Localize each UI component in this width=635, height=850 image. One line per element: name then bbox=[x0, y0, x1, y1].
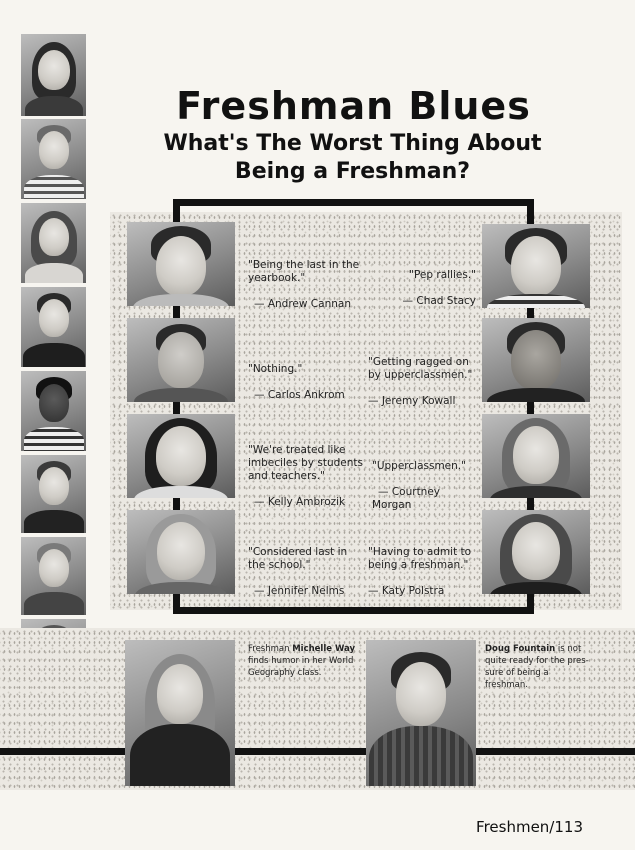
quote-photo bbox=[482, 510, 590, 594]
quote-photo bbox=[482, 318, 590, 402]
caption-name: Doug Fountain bbox=[485, 644, 556, 654]
quote-author: — Chad Stacy bbox=[402, 295, 476, 307]
quote-author: — Courtney Morgan bbox=[372, 486, 441, 511]
caption-doug bbox=[485, 643, 593, 691]
quote-photo bbox=[127, 318, 235, 402]
portrait-photo bbox=[21, 203, 86, 283]
quote-photo bbox=[127, 414, 235, 498]
caption-text: finds humor in her World Geography class. bbox=[248, 656, 354, 678]
portrait-photo bbox=[21, 371, 86, 451]
caption-text: is not quite ready for the pres-sure of being a freshman. bbox=[485, 644, 589, 690]
caption-michelle bbox=[248, 643, 360, 679]
quote-text: "Having to admit to being a freshman." bbox=[368, 546, 472, 571]
page-subtitle-line2: Being a Freshman? bbox=[234, 159, 471, 184]
frame-line bbox=[175, 199, 533, 206]
quote-text: "Being the last in the yearbook." bbox=[248, 259, 360, 284]
quote-chad bbox=[372, 256, 476, 308]
portrait-photo bbox=[21, 455, 86, 533]
bottom-rule bbox=[0, 748, 635, 755]
quote-author: — Jeremy Kowall bbox=[368, 395, 456, 407]
quote-jennifer bbox=[248, 533, 366, 598]
candid-photo-michelle bbox=[125, 640, 235, 786]
quote-author: — Jennifer Nelms bbox=[254, 585, 345, 597]
quote-jeremy bbox=[368, 343, 478, 408]
quote-text: "Upperclassmen." bbox=[372, 460, 466, 472]
quote-author: — Kelly Ambrozik bbox=[254, 496, 346, 508]
quote-text: "Getting ragged on by upperclassmen." bbox=[368, 356, 473, 381]
quote-kelly bbox=[248, 431, 366, 509]
portrait-photo bbox=[21, 537, 86, 615]
quote-photo bbox=[127, 510, 235, 594]
quote-courtney bbox=[372, 447, 478, 512]
page-subtitle-line1: What's The Worst Thing About bbox=[163, 131, 542, 156]
caption-name: Michelle Way bbox=[292, 644, 356, 654]
frame-line bbox=[175, 607, 533, 614]
quote-andrew bbox=[248, 246, 364, 311]
quote-text: "Pep rallies." bbox=[409, 269, 476, 281]
candid-photo-doug bbox=[366, 640, 476, 786]
page-folio: Freshmen/113 bbox=[476, 818, 583, 836]
quote-author: — Carlos Ankrom bbox=[254, 389, 345, 401]
quote-author: — Katy Polstra bbox=[368, 585, 445, 597]
quote-photo bbox=[127, 222, 235, 306]
page-title: Freshman Blues bbox=[176, 84, 531, 128]
caption-prefix: Freshman bbox=[248, 644, 293, 654]
quote-text: "Considered last in the school." bbox=[248, 546, 348, 571]
quote-katy bbox=[368, 533, 478, 598]
quote-carlos bbox=[248, 350, 364, 402]
quote-text: "We're treated like imbeciles by students and teachers." bbox=[248, 444, 363, 482]
quote-photo bbox=[482, 224, 590, 308]
portrait-photo bbox=[21, 287, 86, 367]
quote-photo bbox=[482, 414, 590, 498]
quote-author: — Andrew Cannan bbox=[254, 298, 351, 310]
quote-text: "Nothing." bbox=[248, 363, 303, 375]
